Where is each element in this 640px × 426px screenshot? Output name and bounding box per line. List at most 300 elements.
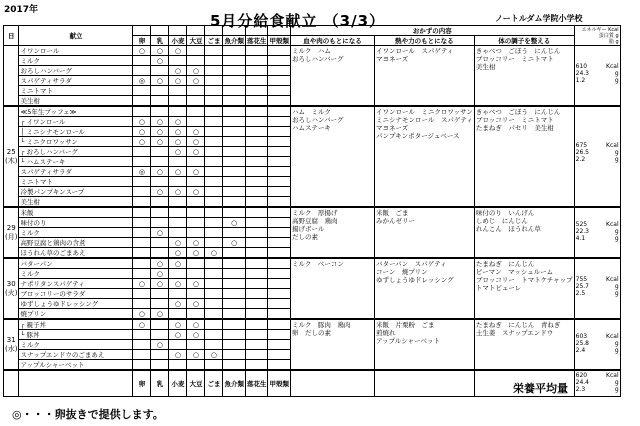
- allergen-mark: ○: [223, 218, 246, 228]
- allergen-mark: [169, 309, 187, 320]
- energy-line-unit: Kcal: [606, 332, 619, 340]
- allergen-mark: [169, 86, 187, 96]
- allergen-mark: [187, 117, 205, 127]
- food-line: 高野豆腐 鶏肉: [291, 217, 338, 225]
- nutrition-spacer: [576, 47, 619, 63]
- allergen-mark: [245, 157, 268, 167]
- menu-header: 献立: [19, 26, 133, 46]
- allergen-mark: [133, 207, 151, 218]
- avg-protein-line-unit: g: [614, 379, 619, 386]
- allergen-mark: [151, 299, 169, 309]
- allergen-footer-header: 小麦: [169, 370, 187, 397]
- menu-item-name: 味付のり: [19, 218, 133, 228]
- energy-line: [576, 221, 619, 228]
- allergen-mark: [205, 147, 223, 157]
- allergen-mark: [205, 117, 223, 127]
- nutrition-header: [574, 26, 620, 46]
- allergen-mark: [205, 289, 223, 299]
- allergen-mark: [169, 106, 187, 117]
- menu-item-name: 美生柑: [19, 197, 133, 208]
- allergen-mark: ○: [151, 137, 169, 147]
- footer-blank: [19, 370, 133, 397]
- day-date: 25 (木): [4, 106, 19, 207]
- food-line: ミニシナモンロール スパゲティ: [375, 116, 473, 124]
- allergen-mark: [151, 350, 169, 360]
- allergen-mark: [187, 46, 205, 56]
- menu-table: [3, 25, 621, 397]
- green-group-foods: [474, 258, 574, 319]
- allergen-mark: [223, 340, 246, 350]
- allergen-mark: [245, 218, 268, 228]
- allergen-mark: [223, 147, 246, 157]
- allergen-mark: [245, 106, 268, 117]
- food-line: 美生柑: [475, 63, 496, 71]
- footer-blank: [374, 370, 474, 397]
- allergen-header-blank: [245, 26, 268, 36]
- protein-line-value: 26.5: [575, 149, 589, 156]
- menu-item-name: ┌ イワンロール: [19, 117, 133, 127]
- table-row: [4, 46, 621, 56]
- protein-line: [576, 283, 619, 290]
- allergen-mark: [245, 258, 268, 269]
- allergen-mark: ○: [187, 76, 205, 86]
- allergen-footer-header: 魚介類: [223, 370, 246, 397]
- allergen-mark: [133, 66, 151, 76]
- allergen-mark: [187, 96, 205, 107]
- day-date: 29 (月): [4, 207, 19, 258]
- protein-line-unit: g: [614, 283, 619, 290]
- green-group-foods: [474, 207, 574, 258]
- allergen-mark: [268, 269, 291, 279]
- allergen-mark: [245, 76, 268, 86]
- food-line: 米飯 ごま: [375, 209, 409, 217]
- yellow-group-foods: [374, 319, 474, 370]
- protein-line-value: 22.3: [575, 227, 589, 235]
- allergen-mark: ○: [151, 309, 169, 320]
- food-line: きゃべつ ごぼう にんじん: [475, 108, 561, 116]
- energy-line-unit: Kcal: [606, 63, 619, 70]
- food-line: マヨネーズ: [375, 124, 409, 132]
- red-group-foods: [290, 106, 374, 207]
- table-row: [4, 106, 621, 117]
- food-line: しめじ にんじん: [475, 217, 528, 225]
- avg-fat-line-value: 2.3: [575, 386, 586, 393]
- allergen-mark: [245, 299, 268, 309]
- allergen-mark: ◎: [133, 167, 151, 177]
- allergen-mark: [245, 117, 268, 127]
- allergen-mark: [169, 56, 187, 66]
- allergen-mark: ○: [133, 127, 151, 137]
- nutrition-values: [574, 258, 620, 319]
- protein-line-unit: g: [614, 227, 619, 235]
- allergen-mark: [245, 238, 268, 248]
- allergen-mark: ○: [187, 330, 205, 340]
- allergen-mark: [187, 157, 205, 167]
- allergen-mark: [187, 360, 205, 371]
- menu-item-name: 高野豆腐と鶏肉の含煮: [19, 238, 133, 248]
- allergen-mark: ○: [169, 66, 187, 76]
- menu-item-name: ┌ 親子丼: [19, 319, 133, 330]
- allergen-mark: [223, 258, 246, 269]
- allergen-mark: [268, 350, 291, 360]
- allergen-mark: [268, 319, 291, 330]
- food-line: イワンロール スパゲティ: [375, 47, 454, 55]
- allergen-mark: [223, 56, 246, 66]
- allergen-mark: ○: [133, 309, 151, 320]
- allergen-mark: [245, 167, 268, 177]
- allergen-mark: [151, 319, 169, 330]
- table-row: [4, 258, 621, 269]
- red-group-foods: [290, 207, 374, 258]
- allergen-mark: [245, 197, 268, 208]
- allergen-mark: [268, 309, 291, 320]
- allergen-mark: [205, 228, 223, 238]
- allergen-mark: ○: [169, 76, 187, 86]
- allergen-mark: [245, 147, 268, 157]
- allergen-mark: [245, 248, 268, 259]
- allergen-mark: [169, 340, 187, 350]
- allergen-mark: [205, 187, 223, 197]
- nutrition-average-label: 栄養平均量: [513, 382, 568, 395]
- allergen-mark: [268, 299, 291, 309]
- allergen-mark: [223, 137, 246, 147]
- energy-line: [576, 63, 619, 70]
- allergen-mark: ○: [187, 279, 205, 289]
- allergen-mark: [223, 76, 246, 86]
- food-line: たまねぎ にんじん 青ねぎ: [475, 321, 561, 329]
- allergen-mark: [268, 127, 291, 137]
- food-group-header: 熱や力のもとになる: [374, 36, 474, 46]
- food-line: だしの素: [291, 233, 318, 241]
- food-line: トマトピューレ: [475, 284, 522, 292]
- allergen-mark: [133, 157, 151, 167]
- nutrition-spacer: [576, 260, 619, 276]
- allergen-mark: [133, 187, 151, 197]
- allergen-mark: [169, 360, 187, 371]
- allergen-mark: ○: [169, 137, 187, 147]
- fat-line-unit: g: [614, 290, 619, 297]
- allergen-mark: ○: [169, 238, 187, 248]
- allergen-mark: [151, 330, 169, 340]
- allergen-mark: [151, 66, 169, 76]
- food-line: おろしハンバーグ: [291, 55, 344, 63]
- avg-protein-line-value: 24.4: [575, 379, 589, 386]
- fat-line-value: 4.1: [575, 234, 586, 242]
- allergen-footer-header: 落花生: [245, 370, 268, 397]
- allergen-mark: [205, 218, 223, 228]
- allergen-mark: [133, 330, 151, 340]
- allergen-mark: [245, 86, 268, 96]
- fat-line: [576, 290, 619, 297]
- allergen-mark: [205, 86, 223, 96]
- allergen-mark: [268, 289, 291, 299]
- allergen-mark: ○: [187, 248, 205, 259]
- allergen-header-blank: [268, 26, 291, 36]
- allergen-mark: [245, 289, 268, 299]
- menu-item-name: 冷製パンプキンスープ: [19, 187, 133, 197]
- allergen-mark: [133, 86, 151, 96]
- allergen-mark: [151, 147, 169, 157]
- avg-energy-line: [576, 372, 619, 379]
- allergen-mark: [223, 157, 246, 167]
- allergen-mark: ○: [151, 279, 169, 289]
- allergen-mark: [169, 157, 187, 167]
- fat-line: [576, 235, 619, 242]
- protein-line: [576, 70, 619, 77]
- menu-item-name: ナポリタンスパゲティ: [19, 279, 133, 289]
- allergen-footer-header: 甲殻類: [268, 370, 291, 397]
- allergen-mark: [245, 207, 268, 218]
- nutrition-values: [574, 46, 620, 107]
- green-group-foods: [474, 46, 574, 107]
- protein-line-unit: g: [614, 339, 619, 347]
- allergen-mark: [187, 289, 205, 299]
- allergen-header-blank: [151, 26, 169, 36]
- allergen-mark: [223, 197, 246, 208]
- allergen-mark: [223, 46, 246, 56]
- allergen-mark: [187, 218, 205, 228]
- allergen-mark: [133, 238, 151, 248]
- allergen-mark: ○: [187, 167, 205, 177]
- allergen-mark: [205, 299, 223, 309]
- allergen-mark: [223, 66, 246, 76]
- allergen-mark: [268, 340, 291, 350]
- allergen-mark: [245, 279, 268, 289]
- allergen-mark: [205, 137, 223, 147]
- nutrition-values: [574, 207, 620, 258]
- allergen-header: 乳: [151, 36, 169, 46]
- food-line: 煎焼れ: [375, 329, 396, 337]
- food-line: ブロッコリー ミニトマト: [475, 55, 554, 63]
- red-group-foods: [290, 319, 374, 370]
- allergen-mark: ○: [187, 350, 205, 360]
- allergen-mark: [133, 299, 151, 309]
- allergen-mark: [169, 218, 187, 228]
- allergen-mark: ○: [169, 350, 187, 360]
- allergen-mark: ○: [151, 167, 169, 177]
- allergen-mark: [169, 177, 187, 187]
- allergen-mark: [133, 248, 151, 259]
- allergen-mark: [151, 197, 169, 208]
- food-line: ミルク 豚肉 鶏肉: [291, 321, 351, 329]
- food-line: 揚げボール: [291, 225, 325, 233]
- allergen-mark: [245, 309, 268, 320]
- energy-line: [576, 142, 619, 149]
- food-line: 米飯 片栗粉 ごま: [375, 321, 435, 329]
- allergen-mark: ○: [169, 330, 187, 340]
- allergen-mark: ○: [133, 46, 151, 56]
- year-label: 2017年: [4, 5, 39, 15]
- allergen-mark: ○: [151, 340, 169, 350]
- allergen-mark: [187, 228, 205, 238]
- fat-line-unit: g: [614, 77, 619, 84]
- allergen-mark: [205, 157, 223, 167]
- protein-line: [576, 149, 619, 156]
- fat-line-value: 2.5: [575, 290, 586, 297]
- allergen-mark: ○: [133, 117, 151, 127]
- allergen-mark: ○: [187, 137, 205, 147]
- allergen-mark: [133, 340, 151, 350]
- allergen-mark: ○: [169, 117, 187, 127]
- allergen-mark: [245, 177, 268, 187]
- allergen-mark: [223, 177, 246, 187]
- food-line: ハム ミルク: [291, 108, 331, 116]
- avg-protein-line: [576, 379, 619, 386]
- allergen-mark: [187, 258, 205, 269]
- allergen-mark: [187, 207, 205, 218]
- protein-line-unit: g: [614, 70, 619, 77]
- allergen-mark: [151, 238, 169, 248]
- allergen-mark: [268, 86, 291, 96]
- food-line: きゃべつ ごぼう にんじん: [475, 47, 561, 55]
- avg-energy-line-unit: Kcal: [606, 372, 619, 379]
- allergen-mark: [223, 96, 246, 107]
- allergen-mark: [205, 177, 223, 187]
- food-line: みかんゼリー: [375, 217, 415, 225]
- protein-line-value: 24.3: [575, 70, 589, 77]
- allergen-mark: [223, 127, 246, 137]
- allergen-mark: ○: [187, 319, 205, 330]
- yellow-group-foods: [374, 258, 474, 319]
- protein-line-value: 25.8: [575, 339, 589, 347]
- allergen-header-blank: [205, 26, 223, 36]
- menu-item-name: ミルク: [19, 269, 133, 279]
- yellow-group-foods: [374, 106, 474, 207]
- table-row: [4, 207, 621, 218]
- allergen-mark: [245, 96, 268, 107]
- menu-item-name: └ ハムステーキ: [19, 157, 133, 167]
- allergen-mark: [205, 66, 223, 76]
- menu-item-name: ミルク: [19, 56, 133, 66]
- allergen-mark: [205, 279, 223, 289]
- menu-item-name: ブロッコリーのサラダ: [19, 289, 133, 299]
- allergen-mark: [133, 289, 151, 299]
- allergen-mark: ○: [187, 66, 205, 76]
- allergen-mark: [245, 56, 268, 66]
- menu-item-name: ≪5年生ブッフェ≫: [19, 106, 133, 117]
- food-line: コーン 焼プリン: [375, 268, 428, 276]
- food-group-header: 体の調子を整える: [474, 36, 574, 46]
- allergen-mark: ○: [187, 238, 205, 248]
- energy-line-value: 603: [575, 332, 588, 340]
- allergen-mark: ○: [151, 46, 169, 56]
- menu-item-name: 焼プリン: [19, 309, 133, 320]
- nutrition-values: [574, 106, 620, 207]
- allergen-mark: [223, 228, 246, 238]
- allergen-mark: [245, 350, 268, 360]
- allergen-mark: [133, 228, 151, 238]
- egg-free-footnote: ◎・・・卵抜きで提供します。: [12, 408, 164, 421]
- allergen-mark: [268, 258, 291, 269]
- allergen-mark: ◎: [133, 76, 151, 86]
- food-line: ピーマン マッシュルーム: [475, 268, 554, 276]
- fat-line-unit: g: [614, 156, 619, 163]
- allergen-mark: [223, 248, 246, 259]
- fat-line-value: 2.2: [575, 156, 586, 163]
- allergen-mark: [205, 238, 223, 248]
- menu-item-name: スナップエンドウのごまあえ: [19, 350, 133, 360]
- menu-item-name: イワンロール: [19, 46, 133, 56]
- footer-blank: [4, 370, 19, 397]
- allergen-mark: ○: [187, 187, 205, 197]
- allergen-mark: [245, 137, 268, 147]
- allergen-mark: [133, 350, 151, 360]
- protein-line: [576, 340, 619, 347]
- allergen-mark: [205, 319, 223, 330]
- food-line: ハムステーキ: [291, 124, 331, 132]
- red-group-foods: [290, 258, 374, 319]
- menu-item-name: 米飯: [19, 207, 133, 218]
- allergen-mark: [133, 197, 151, 208]
- allergen-mark: [223, 106, 246, 117]
- allergen-mark: [133, 269, 151, 279]
- allergen-mark: [223, 86, 246, 96]
- allergen-mark: [151, 106, 169, 117]
- allergen-mark: [205, 330, 223, 340]
- food-line: バターパン スパゲティ: [375, 260, 447, 268]
- allergen-header: 魚介類: [224, 36, 244, 45]
- allergen-mark: [187, 177, 205, 187]
- school-name: ノートルダム学院小学校: [495, 14, 583, 23]
- menu-item-name: └ ミニクロワッサン: [19, 137, 133, 147]
- menu-item-name: ┌ おろしハンバーグ: [19, 147, 133, 157]
- allergen-mark: [268, 218, 291, 228]
- allergen-mark: ○: [169, 319, 187, 330]
- allergen-mark: [223, 187, 246, 197]
- allergen-mark: [223, 309, 246, 320]
- nutrition-spacer: [576, 321, 619, 333]
- allergen-mark: [268, 117, 291, 127]
- avg-fat-line-unit: g: [614, 386, 619, 393]
- allergen-mark: [245, 319, 268, 330]
- allergen-mark: [187, 340, 205, 350]
- menu-item-name: おろしハンバーグ: [19, 66, 133, 76]
- fat-line-unit: g: [614, 346, 619, 354]
- food-line: たまねぎ パセリ 美生柑: [475, 124, 554, 132]
- allergen-mark: ○: [133, 137, 151, 147]
- allergen-mark: ○: [169, 127, 187, 137]
- allergen-mark: [245, 340, 268, 350]
- allergen-header: 大豆: [187, 36, 205, 46]
- energy-line-unit: Kcal: [606, 276, 619, 283]
- allergen-mark: [223, 279, 246, 289]
- avg-energy-line-value: 620: [575, 372, 588, 379]
- allergen-mark: [187, 106, 205, 117]
- allergen-mark: [133, 56, 151, 66]
- allergen-mark: [133, 106, 151, 117]
- energy-line: [576, 276, 619, 283]
- allergen-mark: [151, 360, 169, 371]
- food-line: 味付のり いんげん: [475, 209, 535, 217]
- food-line: ミルク ベーコン: [291, 260, 344, 268]
- allergen-mark: ○: [223, 238, 246, 248]
- allergen-mark: [133, 96, 151, 107]
- allergen-mark: [268, 66, 291, 76]
- day-date: 31 (水): [4, 319, 19, 370]
- allergen-footer-header: 卵: [133, 370, 151, 397]
- allergen-mark: [205, 269, 223, 279]
- allergen-mark: [223, 289, 246, 299]
- allergen-mark: [205, 258, 223, 269]
- food-line: ゆずしょうゆドレッシング: [375, 276, 454, 284]
- allergen-footer-header: ごま: [205, 370, 223, 397]
- allergen-mark: [205, 76, 223, 86]
- food-line: ブロッコリー トマトケチャップ: [475, 276, 573, 284]
- menu-item-name: スパゲティサラダ: [19, 76, 133, 86]
- allergen-mark: ○: [187, 147, 205, 157]
- day-date: 30 (火): [4, 258, 19, 319]
- allergen-mark: [268, 106, 291, 117]
